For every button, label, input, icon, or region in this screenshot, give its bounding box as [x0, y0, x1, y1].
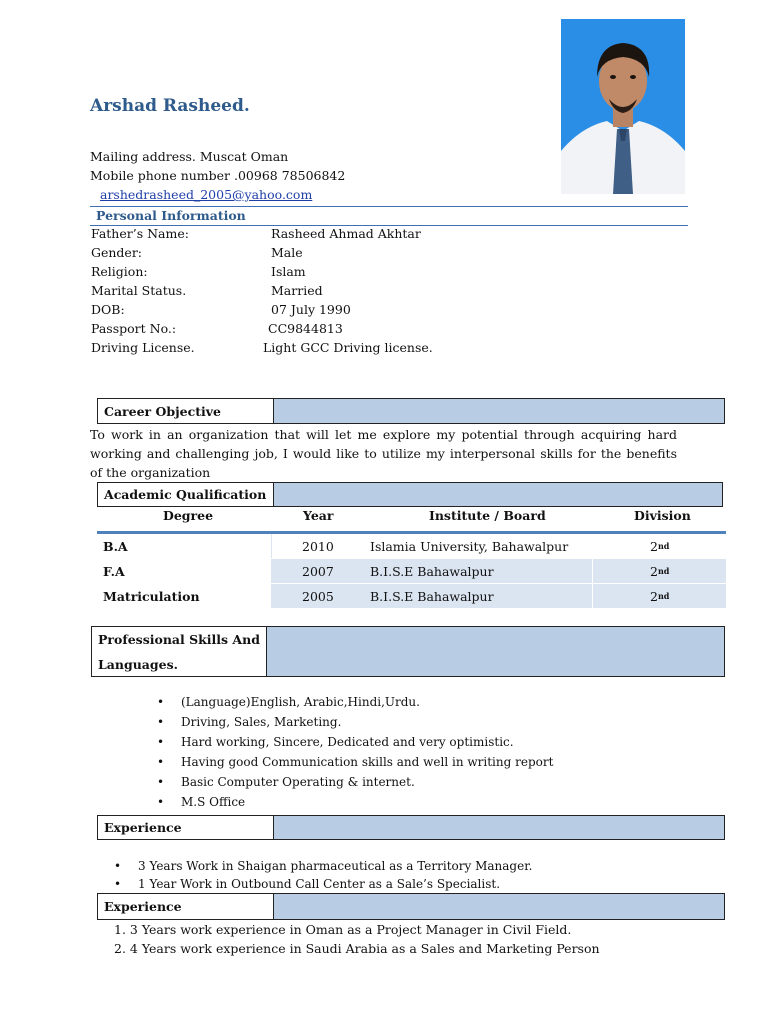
- gender-label: Gender:: [91, 245, 143, 260]
- passport-label: Passport No.:: [91, 321, 177, 336]
- list-item: • Hard working, Sincere, Dedicated and very optimistic.: [157, 732, 553, 752]
- degree-cell: B.A: [97, 534, 271, 558]
- career-objective-title: Career Objective: [98, 399, 274, 423]
- list-item: • 1 Year Work in Outbound Call Center as a Sale’s Specialist.: [114, 875, 532, 893]
- header-shade: [274, 399, 724, 423]
- experience-header: [97, 815, 725, 840]
- driving-license-label: Driving License.: [91, 340, 195, 355]
- skills-title-line2: Languages.: [98, 656, 178, 672]
- cell-divider: [592, 559, 593, 583]
- email-link[interactable]: arshedrasheed_2005@yahoo.com: [100, 187, 313, 202]
- division-cell: 2 nd: [650, 563, 670, 579]
- list-item: • M.S Office: [157, 792, 553, 812]
- experience-header: [97, 893, 725, 920]
- list-item: • Having good Communication skills and well in writing report: [157, 752, 553, 772]
- header-shade: [274, 894, 724, 919]
- list-item: • 3 Years Work in Shaigan pharmaceutical as a Territory Manager.: [114, 857, 532, 875]
- table-row: [97, 584, 726, 608]
- experience-title: Experience: [98, 894, 274, 919]
- skills-title-line1: Professional Skills And: [98, 631, 260, 647]
- religion-value: Islam: [271, 264, 306, 279]
- header-shade: [267, 627, 724, 676]
- marital-status-value: Married: [271, 283, 323, 298]
- degree-cell: F.A: [97, 559, 271, 583]
- list-item: 2. 4 Years work experience in Saudi Arabia as a Sales and Marketing Person: [114, 941, 600, 956]
- person-portrait-icon: [561, 19, 685, 194]
- skills-title: [92, 627, 267, 676]
- dob-value: 07 July 1990: [271, 302, 351, 317]
- col-degree: Degree: [163, 508, 214, 523]
- fathers-name-value: Rasheed Ahmad Akhtar: [271, 226, 421, 241]
- table-row: [97, 534, 726, 558]
- skills-header: [91, 626, 725, 677]
- driving-license-value: Light GCC Driving license.: [263, 340, 433, 355]
- col-institute: Institute / Board: [429, 508, 546, 523]
- degree-cell: Matriculation: [97, 584, 271, 608]
- year-cell: 2007: [302, 563, 334, 579]
- marital-status-label: Marital Status.: [91, 283, 187, 298]
- profile-photo: [561, 19, 685, 194]
- academic-header: [97, 482, 723, 507]
- year-cell: 2005: [302, 588, 334, 604]
- fathers-name-label: Father’s Name:: [91, 226, 189, 241]
- experience-title: Experience: [98, 816, 274, 839]
- dob-label: DOB:: [91, 302, 125, 317]
- mailing-address: Mailing address. Muscat Oman: [90, 149, 289, 164]
- cell-divider: [592, 584, 593, 608]
- list-item: 1. 3 Years work experience in Oman as a Project Manager in Civil Field.: [114, 922, 572, 937]
- career-objective-header: [97, 398, 725, 424]
- institute-cell: B.I.S.E Bahawalpur: [370, 588, 494, 604]
- academic-title: Academic Qualification: [98, 483, 274, 506]
- experience-numbered-list: [114, 920, 600, 958]
- header-shade: [274, 816, 724, 839]
- list-item: • Basic Computer Operating & internet.: [157, 772, 553, 792]
- passport-value: CC9844813: [268, 321, 343, 336]
- gender-value: Male: [271, 245, 303, 260]
- career-objective-text: To work in an organization that will let me explore my potential through acquiring hard working and challenging job, I would like to utilize my interpersonal skills for the benefits of the organization: [90, 427, 677, 480]
- division-cell: 2 nd: [650, 538, 670, 554]
- mobile-number: Mobile phone number .00968 78506842: [90, 168, 346, 183]
- year-cell: 2010: [302, 538, 334, 554]
- institute-cell: B.I.S.E Bahawalpur: [370, 563, 494, 579]
- list-item: • Driving, Sales, Marketing.: [157, 712, 553, 732]
- header-shade: [274, 483, 722, 506]
- skills-list: [157, 692, 553, 812]
- candidate-name: Arshad Rasheed.: [90, 96, 250, 116]
- col-division: Division: [634, 508, 691, 523]
- division-cell: 2 nd: [650, 588, 670, 604]
- personal-info-title: Personal Information: [96, 208, 246, 223]
- experience-list: [114, 857, 532, 893]
- col-year: Year: [303, 508, 334, 523]
- list-item: • (Language)English, Arabic,Hindi,Urdu.: [157, 692, 553, 712]
- religion-label: Religion:: [91, 264, 148, 279]
- institute-cell: Islamia University, Bahawalpur: [370, 538, 569, 554]
- section-rule-top: [90, 206, 688, 207]
- table-row: [97, 559, 726, 583]
